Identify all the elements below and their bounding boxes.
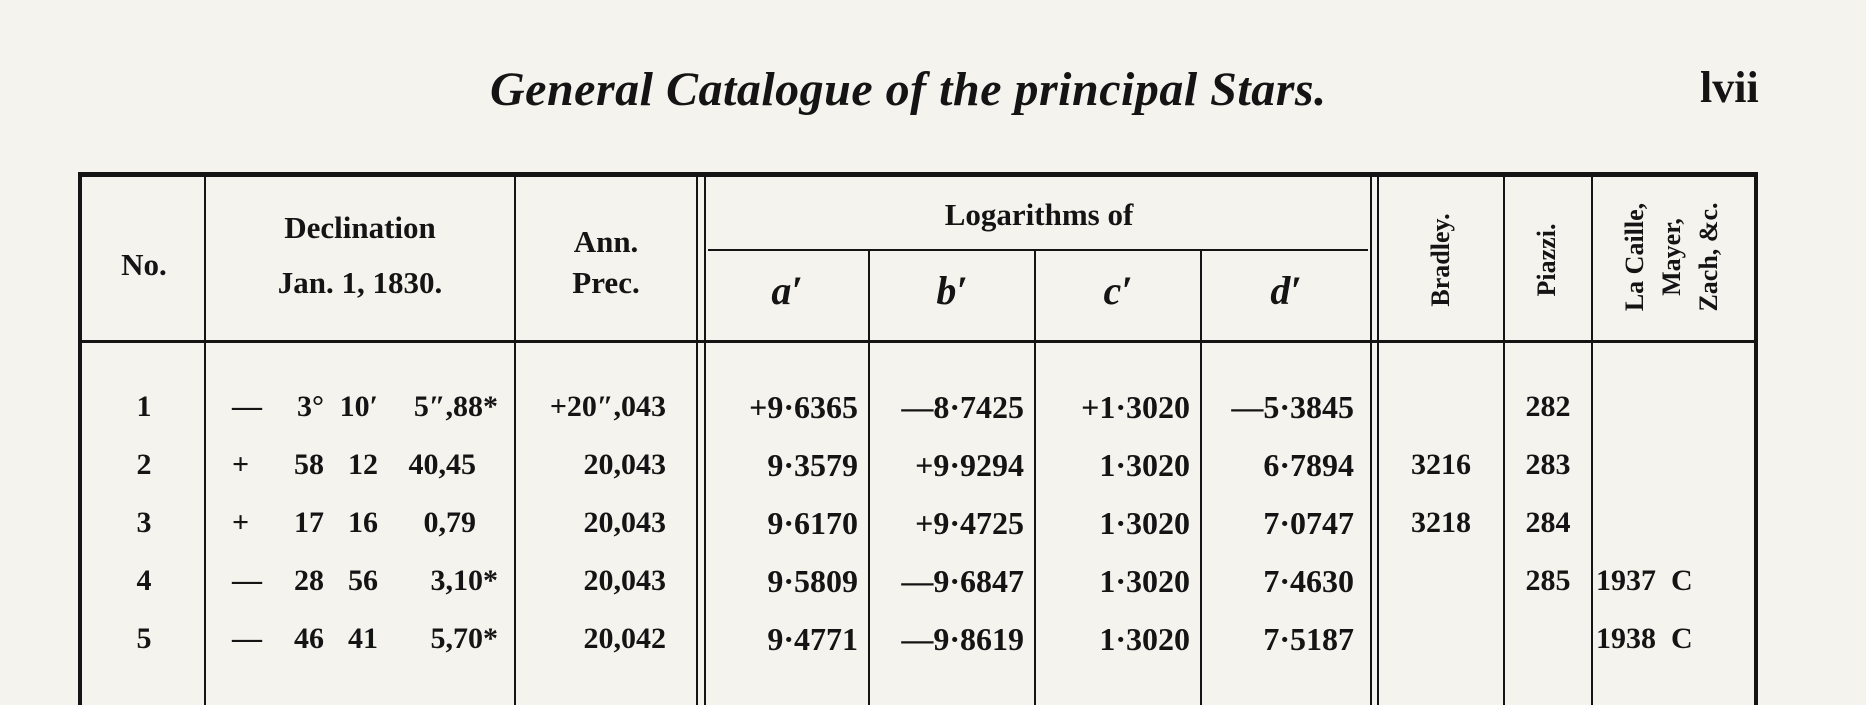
log-d: 6·7894 bbox=[1263, 447, 1354, 483]
header-no: No. bbox=[121, 247, 167, 282]
declination-degrees: 46 bbox=[294, 622, 324, 655]
log-a: 9·4771 bbox=[767, 621, 858, 657]
header-declination-line2: Jan. 1, 1830. bbox=[277, 265, 443, 300]
declination-degrees: 3° bbox=[297, 390, 324, 423]
annual-precession: 20,042 bbox=[583, 622, 666, 655]
bradley-number: 3216 bbox=[1411, 448, 1471, 481]
log-c: 1·3020 bbox=[1099, 621, 1190, 657]
col-divider-no bbox=[204, 176, 206, 705]
piazzi-number: 282 bbox=[1525, 390, 1571, 423]
lacaille-number: 1938 C bbox=[1596, 622, 1693, 655]
declination-seconds: 3,10* bbox=[430, 564, 498, 597]
col-divider-log-a bbox=[1370, 176, 1372, 705]
annual-precession: 20,043 bbox=[583, 448, 666, 481]
table-top-rule bbox=[78, 172, 1758, 177]
header-bradley: Bradley. bbox=[1426, 213, 1455, 307]
log-b: +9·9294 bbox=[915, 447, 1024, 483]
declination-seconds: 0,79 bbox=[423, 506, 476, 539]
header-logarithms-of: Logarithms of bbox=[944, 197, 1134, 232]
annual-precession: 20,043 bbox=[583, 564, 666, 597]
piazzi-number: 283 bbox=[1525, 448, 1571, 481]
log-c: 1·3020 bbox=[1099, 505, 1190, 541]
annual-precession: 20,043 bbox=[583, 506, 666, 539]
piazzi-number: 285 bbox=[1525, 564, 1571, 597]
log-c: +1·3020 bbox=[1081, 389, 1190, 425]
log-a: 9·6170 bbox=[767, 505, 858, 541]
table-right-border bbox=[1754, 172, 1758, 705]
header-lacaille-line3: Zach, &c. bbox=[1694, 202, 1723, 312]
table-left-border bbox=[78, 172, 82, 705]
annual-precession: +20″,043 bbox=[549, 390, 666, 423]
declination-minutes: 56 bbox=[348, 564, 378, 597]
declination-sign: — bbox=[232, 564, 262, 597]
declination-minutes: 16 bbox=[348, 506, 378, 539]
declination-degrees: 58 bbox=[294, 448, 324, 481]
log-a: +9·6365 bbox=[749, 389, 858, 425]
log-b: —9·8619 bbox=[901, 621, 1024, 657]
declination-seconds: 5,70* bbox=[430, 622, 498, 655]
piazzi-number: 284 bbox=[1525, 506, 1571, 539]
col-divider-prec-a bbox=[696, 176, 698, 705]
header-d-prime: d′ bbox=[1270, 268, 1302, 313]
logarithms-underline bbox=[708, 249, 1368, 251]
log-d: 7·0747 bbox=[1263, 505, 1354, 541]
star-number: 3 bbox=[136, 506, 152, 539]
log-c: 1·3020 bbox=[1099, 447, 1190, 483]
log-a: 9·3579 bbox=[767, 447, 858, 483]
header-b-prime: b′ bbox=[936, 268, 968, 313]
header-c-prime: c′ bbox=[1103, 268, 1133, 313]
log-d: —5·3845 bbox=[1231, 389, 1354, 425]
declination-sign: — bbox=[232, 390, 262, 423]
declination-sign: + bbox=[232, 506, 250, 539]
star-number: 5 bbox=[136, 622, 152, 655]
declination-seconds: 5″,88* bbox=[413, 390, 498, 423]
log-c: 1·3020 bbox=[1099, 563, 1190, 599]
declination-seconds: 40,45 bbox=[408, 448, 476, 481]
declination-sign: — bbox=[232, 622, 262, 655]
star-number: 2 bbox=[136, 448, 152, 481]
log-a: 9·5809 bbox=[767, 563, 858, 599]
declination-degrees: 17 bbox=[294, 506, 324, 539]
declination-minutes: 41 bbox=[348, 622, 378, 655]
lacaille-number: 1937 C bbox=[1596, 564, 1693, 597]
header-lacaille-line2: Mayer, bbox=[1657, 218, 1686, 296]
running-title: General Catalogue of the principal Stars. bbox=[490, 63, 1327, 116]
log-b: —8·7425 bbox=[901, 389, 1024, 425]
header-a-prime: a′ bbox=[771, 268, 803, 313]
header-ann-prec-line1: Ann. bbox=[573, 224, 639, 259]
star-number: 4 bbox=[136, 564, 152, 597]
header-declination-line1: Declination bbox=[284, 210, 436, 245]
col-divider-log-b bbox=[1377, 176, 1379, 705]
header-piazzi: Piazzi. bbox=[1532, 223, 1561, 297]
bradley-number: 3218 bbox=[1411, 506, 1471, 539]
declination-sign: + bbox=[232, 448, 250, 481]
declination-minutes: 12 bbox=[348, 448, 378, 481]
header-lacaille-line1: La Caille, bbox=[1620, 202, 1649, 312]
log-d: 7·4630 bbox=[1263, 563, 1354, 599]
declination-degrees: 28 bbox=[294, 564, 324, 597]
log-d: 7·5187 bbox=[1263, 621, 1354, 657]
star-number: 1 bbox=[136, 390, 152, 423]
col-divider-piazzi bbox=[1591, 176, 1593, 705]
header-ann-prec-line2: Prec. bbox=[572, 265, 640, 300]
log-b: —9·6847 bbox=[901, 563, 1024, 599]
log-b: +9·4725 bbox=[915, 505, 1024, 541]
declination-minutes: 10′ bbox=[339, 390, 378, 423]
col-divider-bradley bbox=[1503, 176, 1505, 705]
page-number: lvii bbox=[1700, 63, 1759, 112]
header-bottom-rule bbox=[78, 340, 1758, 343]
